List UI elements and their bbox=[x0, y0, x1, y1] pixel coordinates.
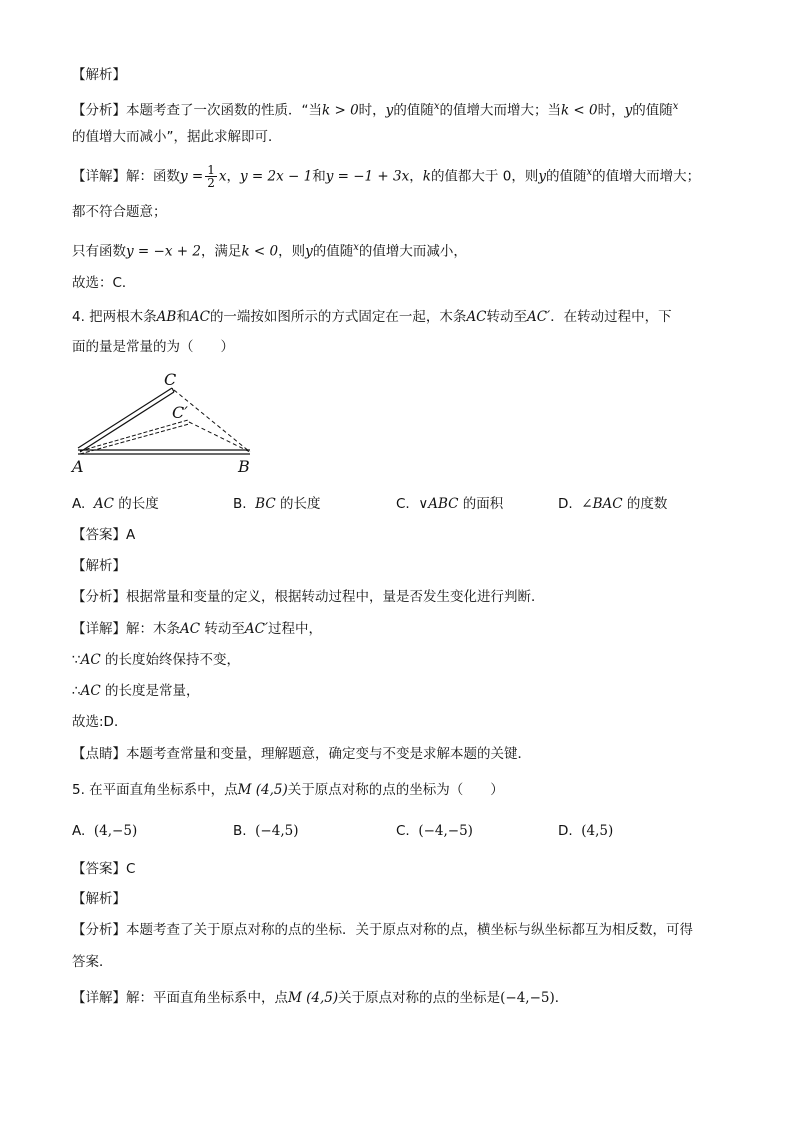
option-text: 的度数 bbox=[626, 496, 668, 512]
math-y: y bbox=[624, 102, 633, 119]
point-label-C-prime: C′ bbox=[172, 403, 188, 422]
option-math: ∨ABC bbox=[418, 496, 459, 512]
q4-because-text: 的长度始终保持不变， bbox=[104, 652, 240, 668]
option-letter: B. bbox=[233, 496, 247, 512]
q5-detail-text: 【详解】解：平面直角坐标系中，点 bbox=[72, 990, 288, 1006]
q5-stem-text: 关于原点对称的点的坐标为（ ） bbox=[287, 782, 504, 798]
option-text: 的面积 bbox=[462, 496, 504, 512]
q4-detail-line bbox=[72, 620, 322, 638]
q5-answer: 【答案】C bbox=[72, 861, 136, 877]
q3-detail-text: 的值增大而增大； bbox=[592, 168, 701, 185]
q3-analysis-text: 的值随 bbox=[632, 102, 673, 119]
q3-detail-text: 【详解】解：函数 bbox=[72, 168, 180, 185]
option-letter: A. bbox=[72, 496, 86, 512]
fraction-denominator: 2 bbox=[207, 176, 215, 190]
option-letter: B. bbox=[233, 823, 247, 839]
because-symbol: ∵ bbox=[72, 652, 81, 668]
q3-analysis-line1 bbox=[72, 98, 678, 120]
q4-stem-line2: 面的量是常量的为（ ） bbox=[72, 339, 234, 355]
point-label-A: A bbox=[72, 457, 84, 476]
q3-not-fit-line: 都不符合题意； bbox=[72, 204, 167, 220]
option-letter: D. bbox=[558, 823, 573, 839]
q4-jiexi-heading: 【解析】 bbox=[72, 558, 126, 574]
option-math: (4,5) bbox=[581, 823, 614, 839]
q3-detail-line1 bbox=[72, 164, 700, 189]
q4-answer: 【答案】A bbox=[72, 527, 136, 543]
fraction-numerator: 1 bbox=[207, 163, 215, 177]
math-x: x bbox=[433, 101, 440, 112]
q3-only-text: 的值增大而减小， bbox=[358, 243, 467, 260]
q5-jiexi-heading: 【解析】 bbox=[72, 891, 126, 907]
option-text: 的长度 bbox=[279, 496, 321, 512]
q4-option-a bbox=[72, 495, 159, 513]
q4-choice-line: 故选:D． bbox=[72, 714, 128, 730]
option-math: (−4,−5) bbox=[418, 823, 473, 839]
q4-because-line bbox=[72, 651, 240, 669]
math-AC: AC bbox=[180, 621, 201, 637]
math-y: y bbox=[385, 102, 394, 119]
q3-analysis-text: 时， bbox=[358, 102, 386, 119]
math-y: y bbox=[305, 243, 313, 260]
q5-option-b bbox=[233, 822, 298, 840]
q3-detail-text: 和 bbox=[312, 168, 326, 185]
point-label-B: B bbox=[238, 457, 250, 476]
q3-jiexi-heading: 【解析】 bbox=[72, 67, 126, 83]
q4-stem-text: 的一端按如图所示的方式固定在一起，木条 bbox=[209, 309, 467, 325]
math-func1-y: y = bbox=[180, 168, 204, 185]
q4-option-b bbox=[233, 495, 320, 513]
q3-detail-text: 的值都大于 0，则 bbox=[430, 168, 539, 185]
math-func1-x: x bbox=[218, 168, 227, 185]
q4-stem-text: 转动至 bbox=[486, 309, 528, 325]
point-label-C: C bbox=[164, 370, 177, 389]
q3-analysis-text: 的值增大而增大；当 bbox=[439, 102, 561, 119]
q3-only-text: ，满足 bbox=[200, 243, 242, 260]
option-letter: A. bbox=[72, 823, 86, 839]
q5-analysis-line1: 【分析】本题考查了关于原点对称的点的坐标．关于原点对称的点，横坐标与纵坐标都互为相反数，可得 bbox=[72, 922, 693, 938]
math-AC-prime: AC′ bbox=[244, 621, 269, 637]
q3-detail-text: 的值随 bbox=[545, 168, 587, 185]
math-AC: AC bbox=[466, 309, 487, 325]
q4-stem-text: 4. 把两根木条 bbox=[72, 309, 157, 325]
option-math: (−4,5) bbox=[255, 823, 299, 839]
math-x: x bbox=[353, 242, 359, 253]
q5-detail-text: 关于原点对称的点的坐标是 bbox=[338, 990, 501, 1006]
q3-choice-line: 故选：C． bbox=[72, 275, 136, 291]
q5-stem-line bbox=[72, 781, 504, 799]
math-AC: AC bbox=[80, 683, 101, 699]
q5-option-c bbox=[396, 822, 473, 840]
math-point-M: M (4,5) bbox=[237, 782, 288, 798]
math-point-M: M (4,5) bbox=[288, 990, 339, 1006]
q4-stem-text: ．在转动过程中，下 bbox=[550, 309, 672, 325]
math-func4: y = −x + 2 bbox=[126, 243, 201, 260]
q3-only-text: 只有函数 bbox=[72, 243, 126, 260]
q5-option-d bbox=[558, 822, 613, 840]
math-AC: AC bbox=[189, 309, 210, 325]
q4-stem-line1 bbox=[72, 308, 672, 326]
q3-analysis-text: 【分析】本题考查了一次函数的性质．“当 bbox=[72, 102, 322, 119]
therefore-symbol: ∴ bbox=[72, 683, 81, 699]
q4-option-c bbox=[396, 495, 503, 513]
q3-analysis-text: 时， bbox=[597, 102, 625, 119]
math-x: x bbox=[672, 101, 679, 112]
math-func3: y = −1 + 3x bbox=[325, 168, 410, 185]
option-math: BC bbox=[255, 496, 276, 512]
q4-therefore-text: 的长度是常量， bbox=[104, 683, 200, 699]
q5-stem-text: 5. 在平面直角坐标系中，点 bbox=[72, 782, 238, 798]
q4-detail-text: 转动至 bbox=[204, 621, 245, 637]
math-result-point: (−4,−5) bbox=[500, 990, 555, 1006]
q4-analysis: 【分析】根据常量和变量的定义，根据转动过程中，量是否发生变化进行判断． bbox=[72, 589, 545, 605]
math-k: k bbox=[422, 168, 431, 185]
q4-triangle-figure bbox=[68, 368, 268, 476]
q4-detail-text: 【详解】解：木条 bbox=[72, 621, 180, 637]
q3-detail-text: ， bbox=[226, 168, 240, 185]
stick-ac-line-outer bbox=[78, 388, 172, 448]
q5-detail-text: ． bbox=[554, 990, 569, 1006]
q4-therefore-line bbox=[72, 682, 199, 700]
q4-stem-text: 和 bbox=[176, 309, 190, 325]
math-func2: y = 2x − 1 bbox=[240, 168, 313, 185]
q3-analysis-line2: 的值增大而减小”，据此求解即可． bbox=[72, 129, 282, 145]
q4-detail-text: 过程中， bbox=[268, 621, 323, 637]
q5-option-a bbox=[72, 822, 137, 840]
option-math: (4,−5) bbox=[93, 823, 138, 839]
q3-only-text: 的值随 bbox=[312, 243, 354, 260]
math-k-gt-0: k > 0 bbox=[322, 102, 359, 119]
math-k-lt-0: k < 0 bbox=[560, 102, 598, 119]
math-y: y bbox=[538, 168, 546, 185]
math-AC-prime: AC′ bbox=[527, 309, 551, 325]
math-fraction-half bbox=[205, 164, 217, 189]
q3-only-line bbox=[72, 239, 467, 261]
q5-analysis-line2: 答案． bbox=[72, 954, 113, 970]
stick-ac-prime-line-outer bbox=[80, 420, 188, 451]
math-AC: AC bbox=[80, 652, 101, 668]
q4-remark-line: 【点睛】本题考查常量和变量，理解题意，确定变与不变是求解本题的关键． bbox=[72, 746, 531, 762]
option-letter: D. bbox=[558, 496, 573, 512]
stick-ac-line-inner bbox=[80, 392, 174, 452]
option-text: 的长度 bbox=[118, 496, 159, 512]
q3-detail-text: ， bbox=[409, 168, 423, 185]
q4-option-d bbox=[558, 495, 667, 513]
math-AB: AB bbox=[156, 309, 177, 325]
math-x: x bbox=[586, 167, 593, 178]
math-k-lt-0: k < 0 bbox=[241, 243, 279, 260]
q5-detail-line bbox=[72, 989, 568, 1007]
option-letter: C. bbox=[396, 496, 410, 512]
option-letter: C. bbox=[396, 823, 410, 839]
q3-only-text: ，则 bbox=[278, 243, 306, 260]
option-math: ∠BAC bbox=[581, 496, 623, 512]
option-math: AC bbox=[93, 496, 114, 512]
q3-analysis-text: 的值随 bbox=[393, 102, 434, 119]
